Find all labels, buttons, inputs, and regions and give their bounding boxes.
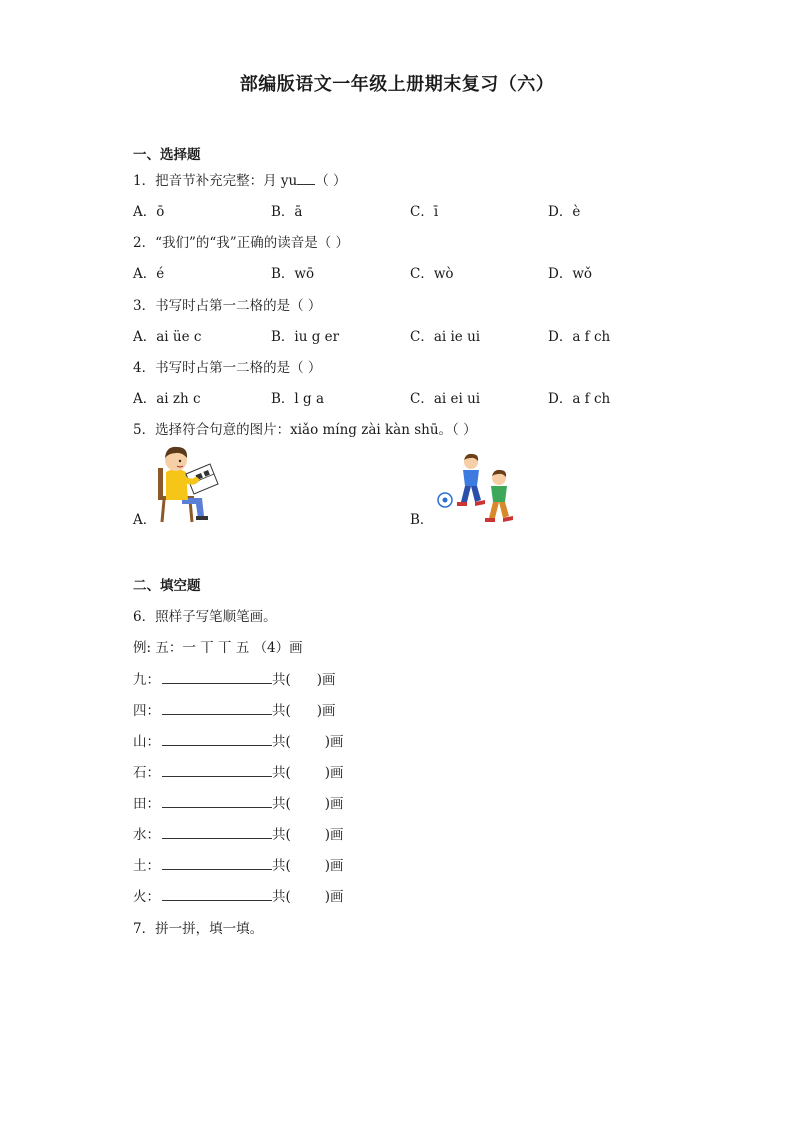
q4-option-d: D．a f ch	[548, 391, 611, 407]
stroke-row-char: 九：	[133, 672, 160, 688]
answer-blank[interactable]	[162, 857, 272, 870]
stroke-row-char: 四：	[133, 703, 160, 719]
page-title: 部编版语文一年级上册期末复习（六）	[239, 74, 555, 95]
q5-option-a: A．	[133, 512, 157, 528]
q4-option-c: C．ai ei ui	[410, 391, 481, 407]
question-1-stem	[133, 172, 347, 190]
answer-blank[interactable]	[162, 733, 272, 746]
question-5-stem: 5．选择符合句意的图片：xiǎo míng zài kàn shū。（ ）	[133, 422, 477, 438]
question-6-example: 例: 五：一 丅 丅 五 （4）画	[133, 640, 303, 656]
stroke-count-close: )画	[324, 734, 344, 750]
stroke-row	[133, 733, 344, 751]
kids-playing-football-image	[433, 452, 517, 524]
stroke-row	[133, 826, 344, 844]
stroke-count-close: )画	[324, 796, 344, 812]
question-1-paren: （ ）	[315, 173, 347, 189]
q4-option-b: B．l g a	[271, 391, 325, 407]
q2-option-b: B．wō	[271, 266, 315, 282]
question-4-stem: 4．书写时占第一二格的是（ ）	[133, 360, 322, 376]
q3-option-d: D．a f ch	[548, 329, 611, 345]
stroke-row	[133, 702, 336, 720]
question-3-stem: 3．书写时占第一二格的是（ ）	[133, 298, 322, 314]
stroke-count-close: )画	[316, 703, 336, 719]
answer-blank[interactable]	[162, 795, 272, 808]
answer-blank[interactable]	[162, 888, 272, 901]
stroke-row-char: 火：	[133, 889, 160, 905]
answer-blank[interactable]	[162, 764, 272, 777]
section-choice-heading: 一、选择题	[133, 147, 201, 163]
stroke-row	[133, 795, 344, 813]
stroke-row	[133, 888, 344, 906]
stroke-row-char: 田：	[133, 796, 160, 812]
question-1-text: 1．把音节补充完整：月 yu	[133, 173, 298, 189]
q5-option-b: B．	[410, 512, 434, 528]
q3-option-c: C．ai ie ui	[410, 329, 481, 345]
question-2-stem: 2．“我们”的“我”正确的读音是（ ）	[133, 235, 349, 251]
answer-blank	[297, 172, 315, 185]
stroke-count-open: 共(	[272, 889, 291, 905]
stroke-row-char: 山：	[133, 734, 160, 750]
stroke-count-open: 共(	[272, 827, 291, 843]
stroke-count-open: 共(	[272, 672, 291, 688]
q3-option-b: B．iu g er	[271, 329, 340, 345]
stroke-count-close: )画	[324, 889, 344, 905]
section-fill-heading: 二、填空题	[133, 578, 201, 594]
answer-blank[interactable]	[162, 671, 272, 684]
q2-option-d: D．wǒ	[548, 266, 593, 282]
stroke-row-char: 水：	[133, 827, 160, 843]
q3-option-a: A．ai üe c	[133, 329, 202, 345]
stroke-row	[133, 764, 344, 782]
stroke-count-close: )画	[324, 765, 344, 781]
q2-option-a: A．é	[133, 266, 165, 282]
q1-option-c: C．ī	[410, 204, 439, 220]
stroke-row-char: 石：	[133, 765, 160, 781]
stroke-count-open: 共(	[272, 796, 291, 812]
stroke-count-close: )画	[316, 672, 336, 688]
answer-blank[interactable]	[162, 702, 272, 715]
question-6-stem: 6．照样子写笔顺笔画。	[133, 609, 277, 625]
stroke-row	[133, 857, 344, 875]
stroke-row-char: 土：	[133, 858, 160, 874]
stroke-count-open: 共(	[272, 858, 291, 874]
q2-option-c: C．wò	[410, 266, 454, 282]
question-7-stem: 7．拼一拼，填一填。	[133, 921, 264, 937]
q1-option-d: D．è	[548, 204, 581, 220]
stroke-count-open: 共(	[272, 765, 291, 781]
boy-reading-book-image	[152, 444, 228, 524]
stroke-count-close: )画	[324, 858, 344, 874]
q4-option-a: A．ai zh c	[133, 391, 201, 407]
stroke-row	[133, 671, 336, 689]
answer-blank[interactable]	[162, 826, 272, 839]
stroke-count-open: 共(	[272, 703, 291, 719]
stroke-count-open: 共(	[272, 734, 291, 750]
stroke-count-close: )画	[324, 827, 344, 843]
q1-option-a: A．ō	[133, 204, 165, 220]
q1-option-b: B．ā	[271, 204, 303, 220]
